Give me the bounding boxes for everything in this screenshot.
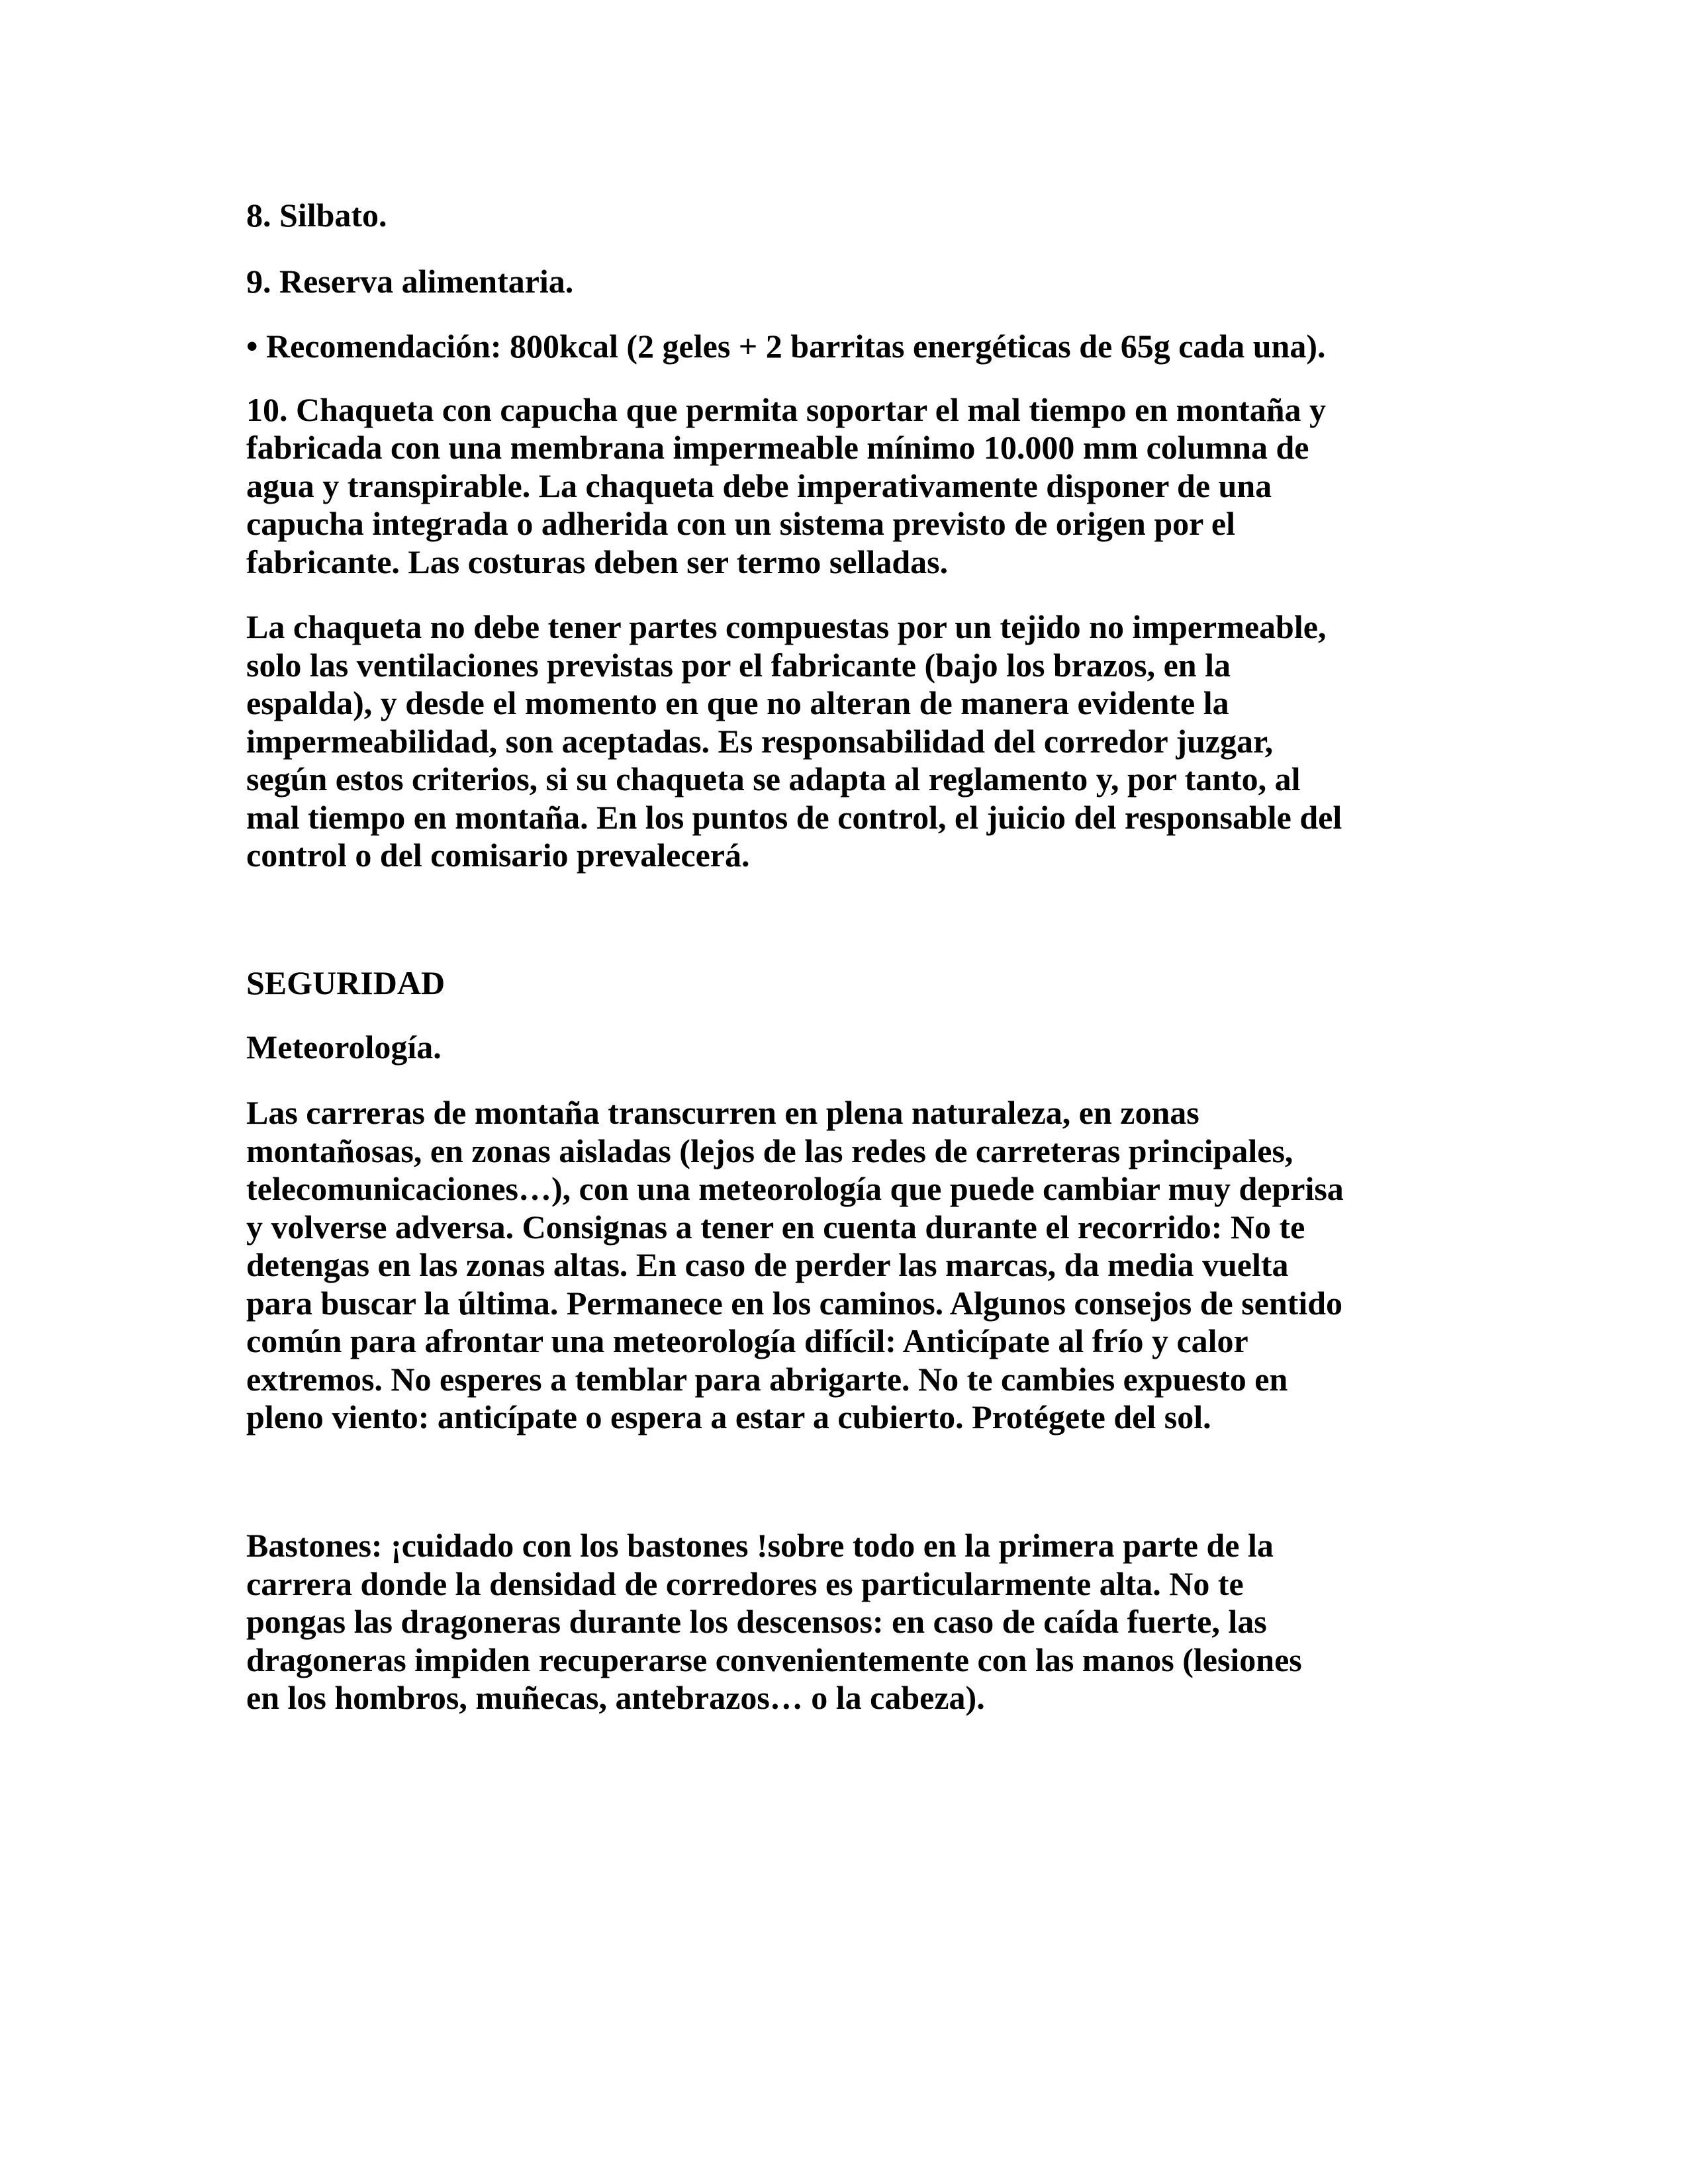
paragraph-line: 10. Chaqueta con capucha que permita soportar el mal tiempo en montaña y (246, 391, 1327, 428)
paragraph-line: fabricada con una membrana impermeable mínimo 10.000 mm columna de (246, 429, 1309, 466)
paragraph-line: capucha integrada o adherida con un sistema previsto de origen por el (246, 505, 1236, 542)
paragraph-line: Las carreras de montaña transcurren en plena naturaleza, en zonas (246, 1094, 1199, 1131)
recommendation-bullet: • Recomendación: 800kcal (2 geles + 2 barritas energéticas de 65g cada una). (246, 328, 1326, 365)
paragraph-line: fabricante. Las costuras deben ser termo selladas. (246, 543, 949, 580)
paragraph-line: solo las ventilaciones previstas por el fabricante (bajo los brazos, en la (246, 647, 1231, 684)
subheading: Meteorología. (246, 1028, 442, 1066)
paragraph-line: para buscar la última. Permanece en los caminos. Algunos consejos de sentido (246, 1285, 1343, 1322)
paragraph-line: control o del comisario prevalecerá. (246, 837, 750, 874)
paragraph-line: impermeabilidad, son aceptadas. Es responsabilidad del corredor juzgar, (246, 723, 1274, 760)
list-item-8: 8. Silbato. (246, 197, 387, 234)
paragraph-line: espalda), y desde el momento en que no alteran de manera evidente la (246, 684, 1229, 721)
paragraph-line: mal tiempo en montaña. En los puntos de control, el juicio del responsable del (246, 799, 1342, 836)
paragraph-line: pleno viento: anticípate o espera a estar a cubierto. Protégete del sol. (246, 1398, 1211, 1435)
paragraph-line: en los hombros, muñecas, antebrazos… o la cabeza). (246, 1679, 985, 1716)
paragraph-line: pongas las dragoneras durante los descensos: en caso de caída fuerte, las (246, 1603, 1267, 1640)
paragraph-line: agua y transpirable. La chaqueta debe imperativamente disponer de una (246, 467, 1272, 504)
paragraph-line: común para afrontar una meteorología difícil: Anticípate al frío y calor (246, 1322, 1248, 1359)
paragraph-line: telecomunicaciones…), con una meteorología que puede cambiar muy deprisa (246, 1170, 1344, 1207)
section-heading: SEGURIDAD (246, 964, 445, 1001)
paragraph-line: montañosas, en zonas aisladas (lejos de las redes de carreteras principales, (246, 1132, 1293, 1169)
paragraph-line: extremos. No esperes a temblar para abrigarte. No te cambies expuesto en (246, 1361, 1288, 1398)
paragraph-line: según estos criterios, si su chaqueta se adapta al reglamento y, por tanto, al (246, 760, 1301, 797)
paragraph-line: dragoneras impiden recuperarse convenientemente con las manos (lesiones (246, 1641, 1302, 1678)
paragraph-line: La chaqueta no debe tener partes compuestas por un tejido no impermeable, (246, 608, 1327, 645)
paragraph-line: carrera donde la densidad de corredores es particularmente alta. No te (246, 1565, 1244, 1602)
paragraph-line: detengas en las zonas altas. En caso de perder las marcas, da media vuelta (246, 1246, 1289, 1283)
list-item-9: 9. Reserva alimentaria. (246, 263, 574, 300)
paragraph-line: y volverse adversa. Consignas a tener en cuenta durante el recorrido: No te (246, 1208, 1305, 1246)
paragraph-line: Bastones: ¡cuidado con los bastones !sobre todo en la primera parte de la (246, 1527, 1274, 1564)
